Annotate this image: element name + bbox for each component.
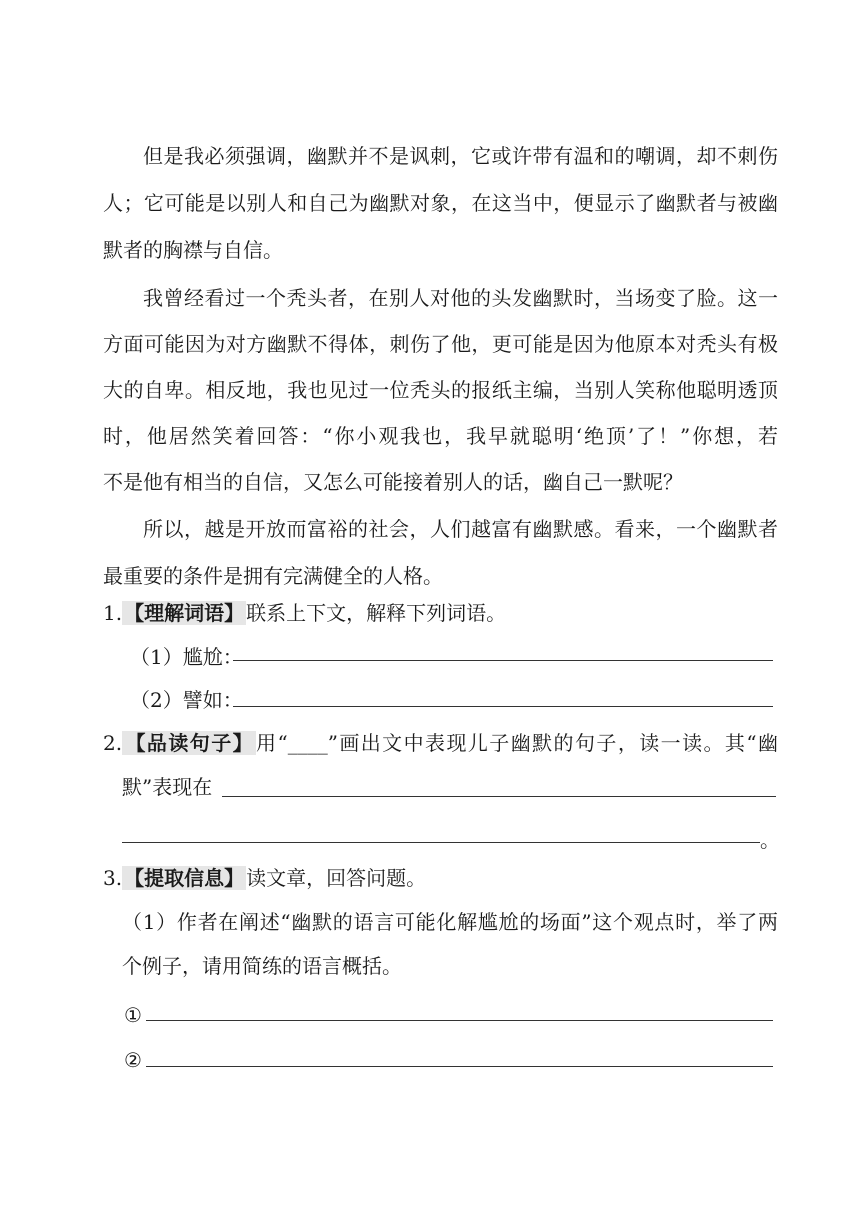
answer-mark-1: ① [124,1003,142,1027]
question-1-item-2-answer-line[interactable] [233,706,773,707]
question-2-number: 2. [103,731,123,755]
passage-p3-line1: 所以，越是开放而富裕的社会，人们越富有幽默感。看来，一个幽默者 [143,517,778,541]
question-3-tag: 【提取信息】 [124,866,245,890]
question-3-answer-line-2[interactable] [146,1066,773,1067]
question-2-text: 用“____”画出文中表现儿子幽默的句子，读一读。其“幽 [256,731,778,755]
passage-p1-line1: 但是我必须强调，幽默并不是讽刺，它或许带有温和的嘲调，却不刺伤 [143,144,778,168]
question-1-item-1-answer-line[interactable] [233,660,773,661]
question-1-item-1-label: （1）尴尬： [130,645,243,669]
passage-p2-line1: 我曾经看过一个秃头者，在别人对他的头发幽默时，当场变了脸。这一 [143,286,778,310]
question-3-sub1-line2: 个例子，请用简练的语言概括。 [122,954,402,978]
question-2-answer-line-1[interactable] [222,796,776,797]
question-1-text: 联系上下文，解释下列词语。 [246,601,507,625]
passage-p2-line3: 大的自卑。相反地，我也见过一位秃头的报纸主编，当别人笑称他聪明透顶 [103,378,778,402]
question-2 [103,720,778,766]
passage-p2-line4: 时，他居然笑着回答：“你小观我也，我早就聪明‘绝顶’了！”你想，若 [103,424,778,448]
question-3-number: 3. [103,866,123,890]
question-3 [103,855,778,901]
passage-p1-line3: 默者的胸襟与自信。 [103,238,283,262]
question-3-answer-line-1[interactable] [146,1020,773,1021]
question-2-answer-line-2[interactable] [122,842,760,843]
question-1-number: 1. [103,601,123,625]
question-2-tag: 【品读句子】 [124,731,255,755]
question-1 [103,590,778,636]
question-2-line2: 默”表现在 [122,775,213,799]
passage-p2-line5: 不是他有相当的自信，又怎么可能接着别人的话，幽自己一默呢？ [103,470,683,494]
answer-mark-2: ② [124,1048,142,1072]
passage-p1-line2: 人；它可能是以别人和自己为幽默对象，在这当中，便显示了幽默者与被幽 [103,191,778,215]
question-1-tag: 【理解词语】 [124,601,245,625]
question-3-text: 读文章，回答问题。 [246,866,427,890]
question-3-sub1-line1: （1）作者在阐述“幽默的语言可能化解尴尬的场面”这个观点时，举了两 [122,910,778,934]
question-2-end-mark: 。 [760,828,780,852]
passage-p2-line2: 方面可能因为对方幽默不得体，刺伤了他，更可能是因为他原本对秃头有极 [103,332,778,356]
question-1-item-2-label: （2）譬如： [130,688,243,712]
passage-p3-line2: 最重要的条件是拥有完满健全的人格。 [103,564,443,588]
